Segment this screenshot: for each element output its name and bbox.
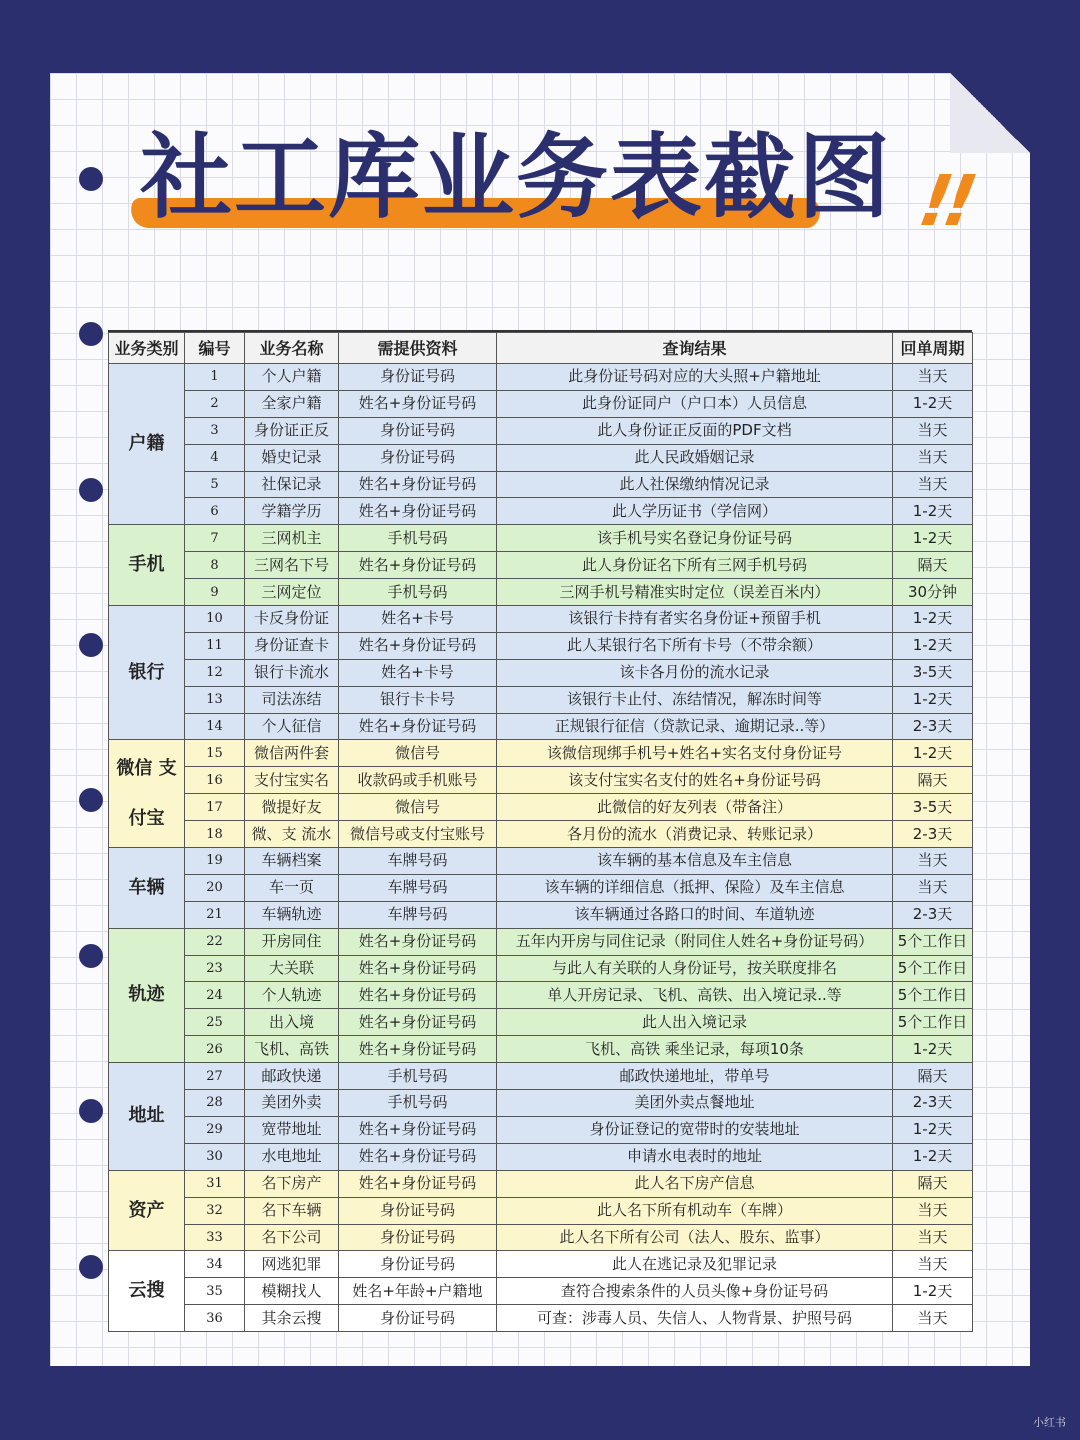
row-number-cell: 4	[185, 444, 245, 471]
table-row	[109, 579, 973, 606]
service-name-cell: 出入境	[245, 1009, 339, 1036]
category-cell: 微信 支付宝	[109, 740, 185, 848]
query-result-cell: 申请水电表时的地址	[497, 1143, 893, 1170]
category-cell: 地址	[109, 1063, 185, 1171]
turnaround-cell: 5个工作日	[893, 1009, 973, 1036]
watermark-logo: 小红书	[1033, 1416, 1066, 1429]
required-info-cell: 姓名+身份证号码	[339, 552, 497, 579]
required-info-cell: 姓名+卡号	[339, 606, 497, 633]
row-number-cell: 30	[185, 1143, 245, 1170]
table-row	[109, 1170, 973, 1197]
turnaround-cell: 当天	[893, 1224, 973, 1251]
header-service-name: 业务名称	[245, 333, 339, 364]
service-name-cell: 支付宝实名	[245, 767, 339, 794]
service-name-cell: 三网名下号	[245, 552, 339, 579]
table-row	[109, 1009, 973, 1036]
category-cell: 车辆	[109, 848, 185, 929]
query-result-cell: 该车辆的详细信息（抵押、保险）及车主信息	[497, 874, 893, 901]
required-info-cell: 身份证号码	[339, 1305, 497, 1332]
turnaround-cell: 5个工作日	[893, 928, 973, 955]
required-info-cell: 身份证号码	[339, 1197, 497, 1224]
row-number-cell: 27	[185, 1063, 245, 1090]
page-title: 社工库业务表截图	[140, 124, 893, 231]
table-row	[109, 740, 973, 767]
required-info-cell: 身份证号码	[339, 1251, 497, 1278]
row-number-cell: 32	[185, 1197, 245, 1224]
service-name-cell: 身份证正反	[245, 417, 339, 444]
service-name-cell: 车辆轨迹	[245, 901, 339, 928]
required-info-cell: 姓名+身份证号码	[339, 632, 497, 659]
table-body	[109, 364, 973, 1332]
row-number-cell: 29	[185, 1116, 245, 1143]
query-result-cell: 查符合搜索条件的人员头像+身份证号码	[497, 1278, 893, 1305]
query-result-cell: 三网手机号精准实时定位（误差百米内）	[497, 579, 893, 606]
row-number-cell: 20	[185, 874, 245, 901]
query-result-cell: 此人名下房产信息	[497, 1170, 893, 1197]
query-result-cell: 此人名下所有机动车（车牌）	[497, 1197, 893, 1224]
turnaround-cell: 3-5天	[893, 794, 973, 821]
row-number-cell: 36	[185, 1305, 245, 1332]
row-number-cell: 7	[185, 525, 245, 552]
turnaround-cell: 隔天	[893, 1170, 973, 1197]
turnaround-cell: 3-5天	[893, 659, 973, 686]
table-row	[109, 848, 973, 875]
category-cell: 手机	[109, 525, 185, 606]
query-result-cell: 该车辆的基本信息及车主信息	[497, 848, 893, 875]
table-row	[109, 901, 973, 928]
business-table	[108, 332, 973, 1332]
title-area	[120, 100, 900, 240]
turnaround-cell: 1-2天	[893, 1278, 973, 1305]
row-number-cell: 12	[185, 659, 245, 686]
required-info-cell: 车牌号码	[339, 848, 497, 875]
required-info-cell: 姓名+身份证号码	[339, 982, 497, 1009]
row-number-cell: 8	[185, 552, 245, 579]
turnaround-cell: 当天	[893, 848, 973, 875]
required-info-cell: 手机号码	[339, 579, 497, 606]
row-number-cell: 28	[185, 1090, 245, 1117]
service-name-cell: 婚史记录	[245, 444, 339, 471]
required-info-cell: 姓名+年龄+户籍地	[339, 1278, 497, 1305]
table-row	[109, 874, 973, 901]
query-result-cell: 此人社保缴纳情况记录	[497, 471, 893, 498]
table-row	[109, 1090, 973, 1117]
row-number-cell: 2	[185, 390, 245, 417]
query-result-cell: 邮政快递地址，带单号	[497, 1063, 893, 1090]
table-row	[109, 1063, 973, 1090]
service-name-cell: 美团外卖	[245, 1090, 339, 1117]
table-row	[109, 444, 973, 471]
table-row	[109, 794, 973, 821]
row-number-cell: 18	[185, 821, 245, 848]
service-name-cell: 车辆档案	[245, 848, 339, 875]
query-result-cell: 该银行卡止付、冻结情况，解冻时间等	[497, 686, 893, 713]
table-row	[109, 552, 973, 579]
service-name-cell: 三网机主	[245, 525, 339, 552]
table-row	[109, 1224, 973, 1251]
row-number-cell: 6	[185, 498, 245, 525]
exclamation-marks: !!	[905, 160, 983, 242]
row-number-cell: 17	[185, 794, 245, 821]
turnaround-cell: 当天	[893, 1251, 973, 1278]
required-info-cell: 微信号或支付宝账号	[339, 821, 497, 848]
service-name-cell: 名下房产	[245, 1170, 339, 1197]
required-info-cell: 姓名+卡号	[339, 659, 497, 686]
table-row	[109, 364, 973, 391]
query-result-cell: 此人身份证正反面的PDF文档	[497, 417, 893, 444]
category-cell: 云搜	[109, 1251, 185, 1332]
service-name-cell: 个人征信	[245, 713, 339, 740]
turnaround-cell: 当天	[893, 444, 973, 471]
required-info-cell: 微信号	[339, 740, 497, 767]
table-row	[109, 713, 973, 740]
turnaround-cell: 当天	[893, 417, 973, 444]
turnaround-cell: 当天	[893, 471, 973, 498]
service-name-cell: 模糊找人	[245, 1278, 339, 1305]
service-name-cell: 大关联	[245, 955, 339, 982]
row-number-cell: 24	[185, 982, 245, 1009]
table-row	[109, 390, 973, 417]
required-info-cell: 姓名+身份证号码	[339, 1036, 497, 1063]
service-name-cell: 车一页	[245, 874, 339, 901]
query-result-cell: 该微信现绑手机号+姓名+实名支付身份证号	[497, 740, 893, 767]
row-number-cell: 21	[185, 901, 245, 928]
required-info-cell: 手机号码	[339, 1063, 497, 1090]
required-info-cell: 车牌号码	[339, 901, 497, 928]
table-row	[109, 606, 973, 633]
row-number-cell: 13	[185, 686, 245, 713]
query-result-cell: 五年内开房与同住记录（附同住人姓名+身份证号码）	[497, 928, 893, 955]
row-number-cell: 11	[185, 632, 245, 659]
service-name-cell: 微提好友	[245, 794, 339, 821]
required-info-cell: 微信号	[339, 794, 497, 821]
table-row	[109, 498, 973, 525]
turnaround-cell: 2-3天	[893, 1090, 973, 1117]
turnaround-cell: 1-2天	[893, 525, 973, 552]
required-info-cell: 姓名+身份证号码	[339, 1009, 497, 1036]
required-info-cell: 身份证号码	[339, 417, 497, 444]
required-info-cell: 车牌号码	[339, 874, 497, 901]
required-info-cell: 手机号码	[339, 1090, 497, 1117]
binder-hole	[79, 167, 103, 191]
table-row	[109, 1251, 973, 1278]
row-number-cell: 23	[185, 955, 245, 982]
row-number-cell: 33	[185, 1224, 245, 1251]
required-info-cell: 姓名+身份证号码	[339, 1143, 497, 1170]
service-name-cell: 个人轨迹	[245, 982, 339, 1009]
table-row	[109, 767, 973, 794]
row-number-cell: 26	[185, 1036, 245, 1063]
required-info-cell: 姓名+身份证号码	[339, 955, 497, 982]
table-row	[109, 955, 973, 982]
required-info-cell: 姓名+身份证号码	[339, 1116, 497, 1143]
row-number-cell: 35	[185, 1278, 245, 1305]
turnaround-cell: 30分钟	[893, 579, 973, 606]
required-info-cell: 收款码或手机账号	[339, 767, 497, 794]
binder-hole	[79, 1099, 103, 1123]
category-cell: 户籍	[109, 364, 185, 525]
service-name-cell: 个人户籍	[245, 364, 339, 391]
turnaround-cell: 当天	[893, 874, 973, 901]
binder-hole	[79, 478, 103, 502]
turnaround-cell: 隔天	[893, 1063, 973, 1090]
required-info-cell: 身份证号码	[339, 364, 497, 391]
header-number: 编号	[185, 333, 245, 364]
turnaround-cell: 2-3天	[893, 821, 973, 848]
service-name-cell: 名下车辆	[245, 1197, 339, 1224]
header-turnaround: 回单周期	[893, 333, 973, 364]
query-result-cell: 该手机号实名登记身份证号码	[497, 525, 893, 552]
query-result-cell: 此人出入境记录	[497, 1009, 893, 1036]
service-name-cell: 微、支 流水	[245, 821, 339, 848]
row-number-cell: 19	[185, 848, 245, 875]
service-name-cell: 水电地址	[245, 1143, 339, 1170]
turnaround-cell: 1-2天	[893, 686, 973, 713]
row-number-cell: 22	[185, 928, 245, 955]
row-number-cell: 9	[185, 579, 245, 606]
turnaround-cell: 1-2天	[893, 1143, 973, 1170]
query-result-cell: 正规银行征信（贷款记录、逾期记录..等）	[497, 713, 893, 740]
binder-hole	[79, 944, 103, 968]
turnaround-cell: 1-2天	[893, 632, 973, 659]
table-row	[109, 1197, 973, 1224]
turnaround-cell: 隔天	[893, 552, 973, 579]
turnaround-cell: 1-2天	[893, 1116, 973, 1143]
required-info-cell: 姓名+身份证号码	[339, 471, 497, 498]
turnaround-cell: 当天	[893, 364, 973, 391]
table-row	[109, 1143, 973, 1170]
query-result-cell: 此人某银行名下所有卡号（不带余额）	[497, 632, 893, 659]
service-name-cell: 开房同住	[245, 928, 339, 955]
query-result-cell: 此微信的好友列表（带备注）	[497, 794, 893, 821]
turnaround-cell: 2-3天	[893, 901, 973, 928]
table-row	[109, 686, 973, 713]
table-header-row	[109, 333, 973, 364]
binder-hole	[79, 322, 103, 346]
table-row	[109, 659, 973, 686]
table-row	[109, 1278, 973, 1305]
query-result-cell: 该银行卡持有者实名身份证+预留手机	[497, 606, 893, 633]
required-info-cell: 姓名+身份证号码	[339, 390, 497, 417]
query-result-cell: 此人身份证名下所有三网手机号码	[497, 552, 893, 579]
turnaround-cell: 5个工作日	[893, 982, 973, 1009]
query-result-cell: 美团外卖点餐地址	[497, 1090, 893, 1117]
query-result-cell: 此身份证同户（户口本）人员信息	[497, 390, 893, 417]
service-name-cell: 三网定位	[245, 579, 339, 606]
query-result-cell: 此人在逃记录及犯罪记录	[497, 1251, 893, 1278]
row-number-cell: 5	[185, 471, 245, 498]
header-category: 业务类别	[109, 333, 185, 364]
query-result-cell: 此身份证号码对应的大头照+户籍地址	[497, 364, 893, 391]
turnaround-cell: 1-2天	[893, 1036, 973, 1063]
table-row	[109, 1116, 973, 1143]
required-info-cell: 银行卡卡号	[339, 686, 497, 713]
query-result-cell: 各月份的流水（消费记录、转账记录）	[497, 821, 893, 848]
binder-hole	[79, 788, 103, 812]
business-table-container	[108, 330, 972, 1332]
query-result-cell: 此人学历证书（学信网）	[497, 498, 893, 525]
query-result-cell: 该卡各月份的流水记录	[497, 659, 893, 686]
service-name-cell: 宽带地址	[245, 1116, 339, 1143]
page-fold-corner	[950, 73, 1030, 153]
row-number-cell: 16	[185, 767, 245, 794]
table-row	[109, 928, 973, 955]
binder-hole	[79, 1255, 103, 1279]
turnaround-cell: 隔天	[893, 767, 973, 794]
turnaround-cell: 5个工作日	[893, 955, 973, 982]
query-result-cell: 该车辆通过各路口的时间、车道轨迹	[497, 901, 893, 928]
turnaround-cell: 当天	[893, 1197, 973, 1224]
table-row	[109, 821, 973, 848]
row-number-cell: 10	[185, 606, 245, 633]
table-row	[109, 471, 973, 498]
table-row	[109, 1036, 973, 1063]
required-info-cell: 姓名+身份证号码	[339, 713, 497, 740]
service-name-cell: 全家户籍	[245, 390, 339, 417]
required-info-cell: 身份证号码	[339, 444, 497, 471]
row-number-cell: 15	[185, 740, 245, 767]
service-name-cell: 飞机、高铁	[245, 1036, 339, 1063]
row-number-cell: 34	[185, 1251, 245, 1278]
query-result-cell: 单人开房记录、飞机、高铁、出入境记录..等	[497, 982, 893, 1009]
service-name-cell: 身份证查卡	[245, 632, 339, 659]
turnaround-cell: 1-2天	[893, 606, 973, 633]
service-name-cell: 学籍学历	[245, 498, 339, 525]
service-name-cell: 微信两件套	[245, 740, 339, 767]
service-name-cell: 名下公司	[245, 1224, 339, 1251]
service-name-cell: 其余云搜	[245, 1305, 339, 1332]
turnaround-cell: 1-2天	[893, 390, 973, 417]
required-info-cell: 身份证号码	[339, 1224, 497, 1251]
service-name-cell: 银行卡流水	[245, 659, 339, 686]
category-cell: 资产	[109, 1170, 185, 1251]
row-number-cell: 3	[185, 417, 245, 444]
query-result-cell: 身份证登记的宽带时的安装地址	[497, 1116, 893, 1143]
row-number-cell: 25	[185, 1009, 245, 1036]
table-row	[109, 417, 973, 444]
table-row	[109, 1305, 973, 1332]
row-number-cell: 1	[185, 364, 245, 391]
turnaround-cell: 1-2天	[893, 740, 973, 767]
turnaround-cell: 当天	[893, 1305, 973, 1332]
service-name-cell: 卡反身份证	[245, 606, 339, 633]
table-row	[109, 525, 973, 552]
query-result-cell: 该支付宝实名支付的姓名+身份证号码	[497, 767, 893, 794]
category-cell: 银行	[109, 606, 185, 740]
service-name-cell: 社保记录	[245, 471, 339, 498]
query-result-cell: 可查：涉毒人员、失信人、人物背景、护照号码	[497, 1305, 893, 1332]
service-name-cell: 邮政快递	[245, 1063, 339, 1090]
query-result-cell: 此人民政婚姻记录	[497, 444, 893, 471]
turnaround-cell: 1-2天	[893, 498, 973, 525]
table-row	[109, 982, 973, 1009]
table-row	[109, 632, 973, 659]
required-info-cell: 手机号码	[339, 525, 497, 552]
query-result-cell: 此人名下所有公司（法人、股东、监事）	[497, 1224, 893, 1251]
row-number-cell: 31	[185, 1170, 245, 1197]
required-info-cell: 姓名+身份证号码	[339, 928, 497, 955]
binder-hole	[79, 633, 103, 657]
query-result-cell: 与此人有关联的人身份证号，按关联度排名	[497, 955, 893, 982]
service-name-cell: 司法冻结	[245, 686, 339, 713]
required-info-cell: 姓名+身份证号码	[339, 1170, 497, 1197]
query-result-cell: 飞机、高铁 乘坐记录，每项10条	[497, 1036, 893, 1063]
service-name-cell: 网逃犯罪	[245, 1251, 339, 1278]
header-query-result: 查询结果	[497, 333, 893, 364]
header-required-info: 需提供资料	[339, 333, 497, 364]
row-number-cell: 14	[185, 713, 245, 740]
turnaround-cell: 2-3天	[893, 713, 973, 740]
category-cell: 轨迹	[109, 928, 185, 1062]
required-info-cell: 姓名+身份证号码	[339, 498, 497, 525]
